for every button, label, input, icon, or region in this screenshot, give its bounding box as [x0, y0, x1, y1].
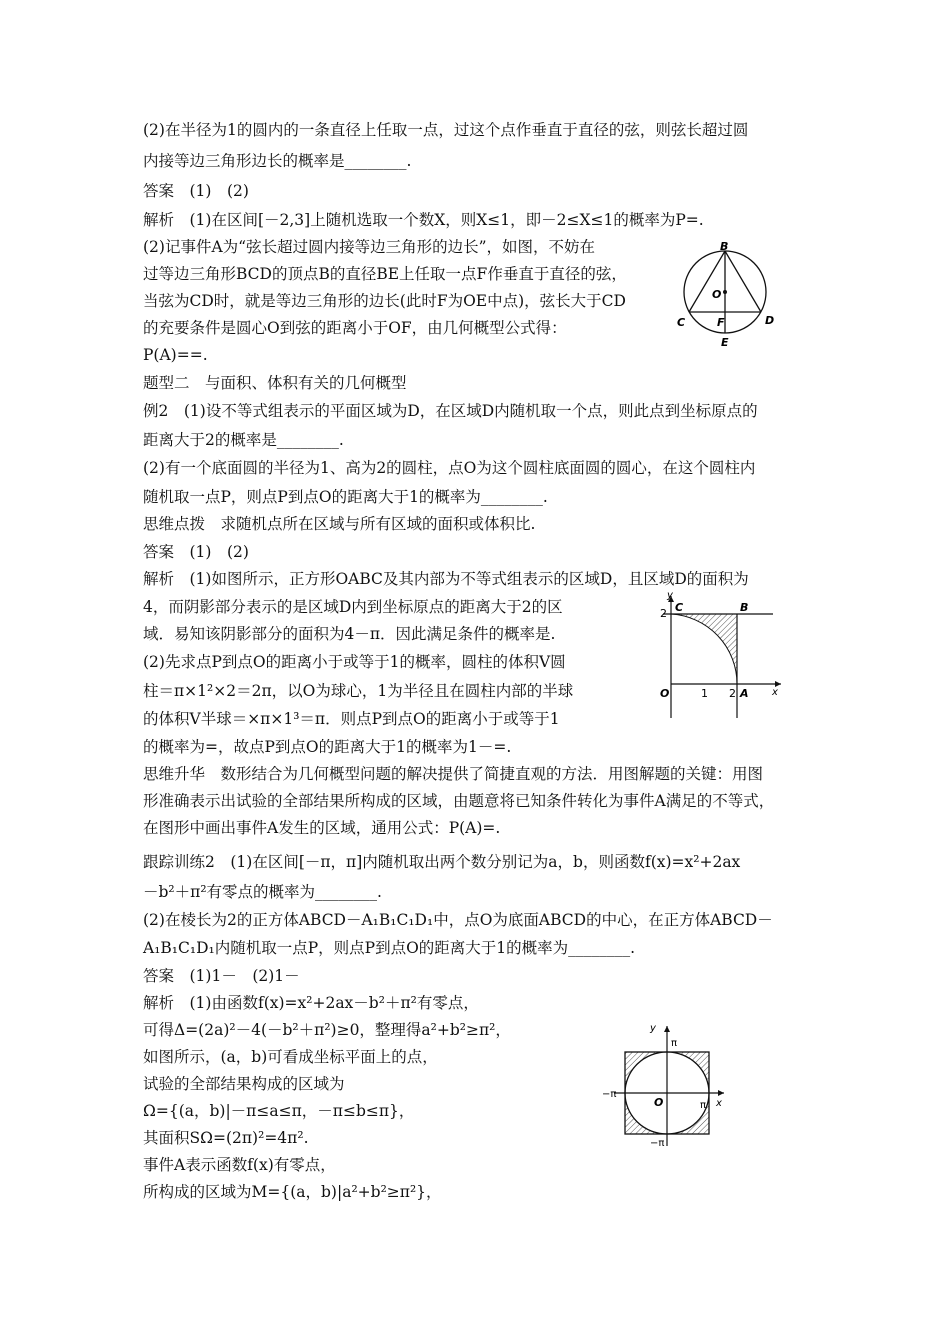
label-o: O [654, 1096, 664, 1109]
text-line: 柱＝π×1²×2＝2π，以O为球心，1为半径且在圆柱内部的半球 [143, 682, 574, 700]
text-line: 形准确表示出试验的全部结果所构成的区域，由题意将已知条件转化为事件A满足的不等式， [143, 792, 775, 810]
tick-2-x: 2 [729, 687, 736, 700]
square-circle-figure [600, 1022, 735, 1147]
label-o: O [712, 288, 722, 301]
tick-pi-x: π [700, 1100, 707, 1111]
text-line: 随机取一点P，则点P到点O的距离大于1的概率为________. [143, 488, 548, 506]
text-line: 跟踪训练2 (1)在区间[－π，π]内随机取出两个数分别记为a，b，则函数f(x)=x²+2ax [143, 853, 741, 871]
tick-neg-pi-x: −π [602, 1089, 617, 1100]
text-line: 如图所示，(a，b)可看成坐标平面上的点， [143, 1048, 438, 1066]
label-e: E [721, 336, 729, 349]
label-y: y [667, 590, 673, 601]
text-line: 其面积SΩ=(2π)²=4π². [143, 1129, 309, 1147]
text-line: 解析 (1)由函数f(x)=x²+2ax－b²＋π²有零点， [143, 994, 479, 1012]
text-line: A₁B₁C₁D₁内随机取一点P，则点P到点O的距离大于1的概率为________. [143, 939, 636, 957]
text-line: 的概率为=，故点P到点O的距离大于1的概率为1－=. [143, 738, 512, 756]
text-line: 例2 (1)设不等式组表示的平面区域为D，在区域D内随机取一个点，则此点到坐标原点的 [143, 402, 758, 420]
tick-neg-pi-y: −π [650, 1138, 665, 1149]
text-line: 的体积V半球＝×π×1³＝π．则点P到点O的距离小于或等于1 [143, 710, 560, 728]
text-line: 过等边三角形BCD的顶点B的直径BE上任取一点F作垂直于直径的弦， [143, 265, 627, 283]
tick-pi-y: π [671, 1038, 678, 1049]
tick-1-x: 1 [701, 687, 708, 700]
text-line: 4，而阴影部分表示的是区域D内到坐标原点的距离大于2的区 [143, 598, 563, 616]
text-line: 所构成的区域为M={(a，b)|a²+b²≥π²}， [143, 1183, 442, 1201]
text-line: 思维升华 数形结合为几何概型问题的解决提供了简捷直观的方法．用图解题的关键：用图 [143, 765, 764, 783]
label-x: x [716, 1098, 722, 1109]
text-line: 解析 (1)如图所示，正方形OABC及其内部为不等式组表示的区域D，且区域D的面积为 [143, 570, 749, 588]
circle-triangle-figure [675, 240, 785, 358]
label-a: A [740, 687, 749, 700]
text-line: 思维点拨 求随机点所在区域与所有区域的面积或体积比. [143, 515, 536, 533]
square-region-figure [655, 590, 790, 720]
text-line: (2)先求点P到点O的距离小于或等于1的概率，圆柱的体积V圆 [143, 653, 566, 671]
text-line: 解析 (1)在区间[－2,3]上随机选取一个数X，则X≤1，即－2≤X≤1的概率为P=. [143, 211, 704, 229]
text-line: 可得Δ=(2a)²－4(－b²＋π²)≥0，整理得a²+b²≥π²， [143, 1021, 511, 1039]
text-line: (2)在棱长为2的正方体ABCD－A₁B₁C₁D₁中，点O为底面ABCD的中心，在正方体ABCD－ [143, 911, 773, 929]
text-line: (2)在半径为1的圆内的一条直径上任取一点，过这个点作垂直于直径的弦，则弦长超过圆 [143, 121, 749, 139]
text-line: (2)记事件A为“弦长超过圆内接等边三角形的边长”，如图，不妨在 [143, 238, 595, 256]
text-line: 域．易知该阴影部分的面积为4－π．因此满足条件的概率是. [143, 625, 556, 643]
text-line: 事件A表示函数f(x)有零点， [143, 1156, 336, 1174]
text-line: 距离大于2的概率是________. [143, 431, 344, 449]
label-c: C [677, 316, 686, 329]
text-line: 内接等边三角形边长的概率是________. [143, 152, 412, 170]
text-line: 试验的全部结果构成的区域为 [143, 1075, 345, 1093]
text-line: P(A)==. [143, 346, 208, 364]
label-o: O [660, 687, 670, 700]
label-d: D [765, 314, 775, 327]
label-c: C [675, 601, 684, 614]
label-x: x [772, 687, 778, 698]
text-line: Ω={(a，b)|－π≤a≤π，－π≤b≤π}， [143, 1102, 415, 1120]
text-line: 答案 (1)1－ (2)1－ [143, 967, 300, 985]
label-f: F [717, 316, 725, 329]
text-line: －b²＋π²有零点的概率为________. [143, 883, 382, 901]
label-b: B [740, 601, 749, 614]
text-line: 在图形中画出事件A发生的区域，通用公式：P(A)=. [143, 819, 501, 837]
section-heading: 题型二 与面积、体积有关的几何概型 [143, 374, 407, 392]
label-y: y [650, 1023, 656, 1034]
text-line: 当弦为CD时，就是等边三角形的边长(此时F为OE中点)，弦长大于CD [143, 292, 626, 310]
label-b: B [720, 240, 729, 253]
tick-2-y: 2 [660, 607, 667, 620]
text-line: 答案 (1) (2) [143, 543, 249, 561]
text-line: (2)有一个底面圆的半径为1、高为2的圆柱，点O为这个圆柱底面圆的圆心，在这个圆柱内 [143, 459, 756, 477]
text-line: 答案 (1) (2) [143, 182, 249, 200]
text-line: 的充要条件是圆心O到弦的距离小于OF，由几何概型公式得： [143, 319, 567, 337]
